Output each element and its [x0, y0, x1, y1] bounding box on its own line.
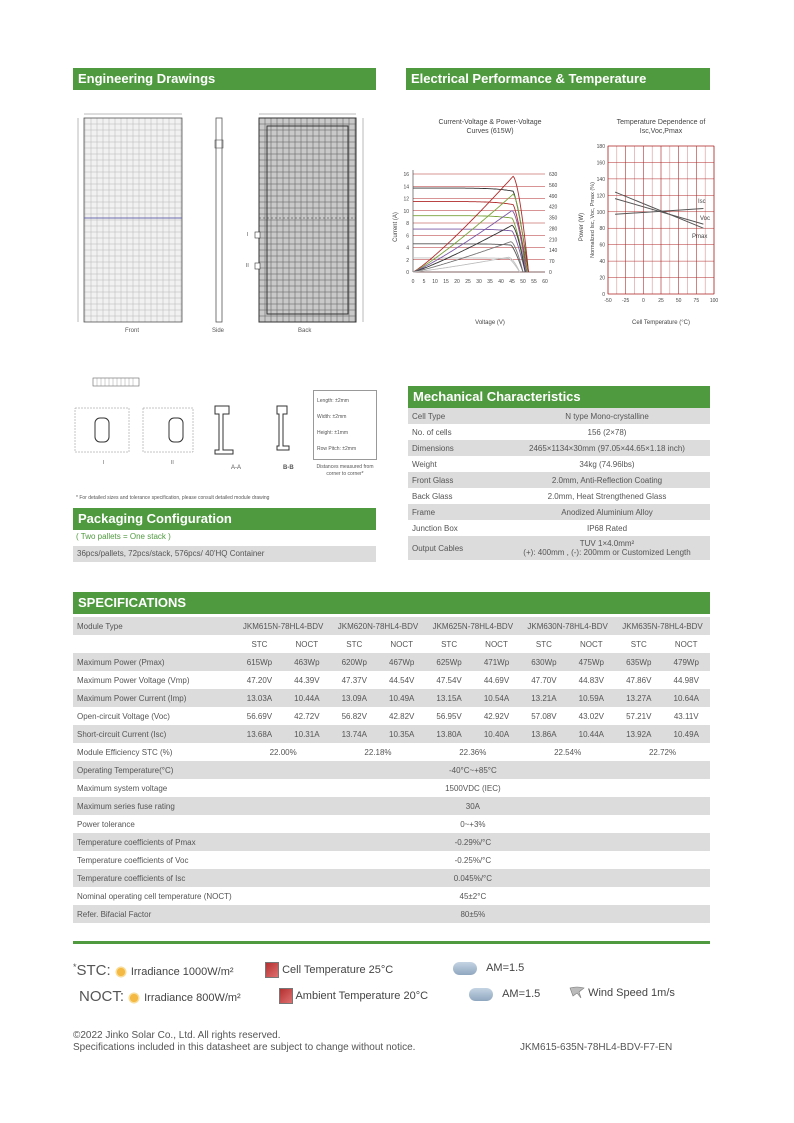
mechanical-row	[408, 440, 710, 456]
section-aa-label: A-A	[231, 465, 242, 471]
spec-value: 43.02V	[578, 711, 605, 721]
noct-ambient-temp: Ambient Temperature 20°C	[295, 989, 429, 1002]
spec-value: 13.92A	[615, 725, 662, 743]
packaging-note: ( Two pallets = One stack )	[76, 532, 171, 541]
specifications-header: SPECIFICATIONS	[73, 592, 710, 614]
spec-value: 13.15A	[425, 689, 472, 707]
mechanical-key: Weight	[412, 459, 437, 469]
spec-label: Refer. Bifacial Factor	[73, 905, 236, 923]
spec-label: Maximum series fuse rating	[73, 797, 236, 815]
spec-row	[73, 761, 710, 779]
stc-header: STC	[251, 639, 268, 649]
engineering-drawings-header: Engineering Drawings	[73, 68, 376, 90]
pv-curve-4	[413, 242, 523, 272]
iv-x-tick: 10	[432, 279, 438, 285]
iv-ylabel-right: Power (W)	[579, 212, 585, 242]
back-label: Back	[298, 328, 312, 334]
spec-value: 56.69V	[246, 711, 273, 721]
mechanical-row	[408, 520, 710, 536]
sun-icon	[127, 991, 141, 1005]
spec-value: 44.83V	[578, 675, 605, 685]
side-view	[215, 118, 223, 322]
spec-label: Temperature coefficients of Voc	[77, 855, 189, 865]
specifications-table	[73, 617, 710, 923]
spec-value: 10.35A	[378, 725, 425, 743]
mechanical-key: Junction Box	[412, 523, 458, 533]
temp-y-tick: 0	[602, 292, 605, 298]
noct-header: NOCT	[674, 639, 698, 649]
spec-value: 463Wp	[283, 653, 330, 671]
iv-y-tick: 2	[406, 257, 409, 264]
spec-row	[73, 617, 710, 635]
noct-header: NOCT	[485, 639, 508, 649]
iv-y-tick: 12	[403, 196, 409, 203]
disclaimer: Specifications included in this datasheet are subject to change without notice.	[73, 1042, 416, 1053]
spec-value: 22.54%	[554, 747, 582, 757]
model-name: JKM630N-78HL4-BDV	[520, 617, 615, 635]
mechanical-value: 34kg (74.96lbs)	[579, 459, 635, 469]
spec-value: 10.59A	[568, 689, 615, 707]
iv-x-tick: 30	[476, 279, 482, 285]
spec-value: 47.20V	[246, 675, 273, 685]
iv-y-tick: 14	[403, 184, 409, 191]
temp-x-tick: 75	[693, 298, 700, 304]
specifications-divider	[73, 941, 710, 944]
detail-i-marker: I	[247, 232, 249, 238]
spec-label: Nominal operating cell temperature (NOCT)	[77, 891, 232, 901]
spec-row	[73, 833, 710, 851]
model-name: JKM625N-78HL4-BDV	[425, 617, 520, 635]
mechanical-key: Output Cables	[408, 536, 504, 560]
iv-xlabel: Voltage (V)	[475, 320, 505, 326]
noct-wind-speed: Wind Speed 1m/s	[588, 986, 675, 999]
spec-value: 80±5%	[236, 905, 710, 923]
spec-value: 620Wp	[331, 653, 378, 671]
mechanical-key: Front Glass	[408, 472, 504, 488]
temp-y-tick: 20	[599, 275, 605, 282]
spec-row	[73, 653, 710, 671]
iv-ylabel-left: Current (A)	[393, 212, 399, 242]
mechanical-value: 2.0mm, Anti-Reflection Coating	[504, 472, 710, 488]
spec-value: 630Wp	[520, 653, 567, 671]
temp-y-tick: 100	[596, 209, 605, 216]
spec-value: 42.82V	[389, 711, 415, 721]
back-view	[255, 114, 363, 322]
stc-header: STC	[630, 639, 647, 649]
mechanical-row	[408, 536, 710, 560]
electrical-performance-header: Electrical Performance & Temperature Dependence	[406, 68, 710, 90]
spec-value: 44.98V	[673, 675, 699, 685]
temp-ylabel: Normalized Isc, Voc, Pmax (%)	[590, 182, 596, 258]
temp-chart-title-2: Isc,Voc,Pmax	[639, 128, 683, 135]
cloud-icon	[453, 962, 477, 975]
iv-y-tick: 8	[406, 221, 409, 227]
module-type-label: Module Type	[73, 617, 236, 635]
iv-x-tick: 45	[509, 279, 515, 285]
packaging-line: 36pcs/pallets, 72pcs/stack, 576pcs/ 40'HQ Container	[73, 546, 376, 562]
stc-header: STC	[535, 639, 552, 649]
spec-value: 57.08V	[531, 711, 557, 721]
spec-value: 13.74A	[331, 725, 378, 743]
mechanical-key: Back Glass	[412, 491, 453, 501]
spec-value: 10.44A	[568, 725, 615, 743]
spec-value: 44.54V	[389, 675, 415, 685]
front-view	[78, 114, 182, 322]
spec-value: 1500VDC (IEC)	[445, 783, 501, 793]
detail-i-label: I	[103, 460, 105, 466]
iv-y2-tick: 630	[549, 172, 558, 178]
spec-value: 13.09A	[331, 689, 378, 707]
spec-value: 479Wp	[662, 653, 710, 671]
wind-icon	[569, 986, 585, 1000]
iv-x-tick: 0	[411, 279, 415, 285]
copyright: ©2022 Jinko Solar Co., Ltd. All rights reserved.	[73, 1030, 281, 1041]
thermometer-icon	[265, 962, 279, 978]
spec-value: 13.68A	[236, 725, 283, 743]
side-label: Side	[212, 328, 225, 334]
spec-label: Operating Temperature(°C)	[73, 761, 236, 779]
iv-y2-tick: 210	[549, 237, 558, 244]
iv-y2-tick: 280	[549, 226, 558, 233]
spec-value: 625Wp	[425, 653, 472, 671]
spec-value: 22.36%	[459, 747, 487, 757]
spec-value: 44.39V	[294, 675, 320, 685]
detail-drawings	[73, 372, 313, 482]
stc-irradiance: Irradiance 1000W/m²	[130, 966, 234, 978]
spec-value: 13.27A	[615, 689, 662, 707]
temp-y-tick: 160	[596, 160, 605, 167]
spec-value: -40°C~+85°C	[236, 761, 710, 779]
spec-row	[73, 725, 710, 743]
spec-label: Open-circuit Voltage (Voc)	[77, 711, 170, 721]
spec-value: 10.40A	[473, 725, 520, 743]
noct-label: NOCT:	[79, 988, 124, 1005]
spec-value: 56.82V	[341, 711, 367, 721]
spec-label: Power tolerance	[77, 819, 135, 829]
iv-x-tick: 15	[443, 279, 449, 285]
noct-header: NOCT	[580, 639, 603, 649]
spec-value: 30A	[236, 797, 710, 815]
spec-label: Maximum Power (Pmax)	[73, 653, 236, 671]
spec-value: 43.11V	[673, 711, 699, 721]
mechanical-table	[408, 408, 710, 560]
spec-value: 47.37V	[341, 675, 367, 685]
pv-curve-2	[413, 211, 526, 272]
mechanical-row	[408, 488, 710, 504]
spec-value: -0.29%/°C	[236, 833, 710, 851]
iv-x-tick: 55	[531, 279, 537, 285]
temp-y-tick: 180	[596, 144, 605, 150]
spec-value: 13.86A	[520, 725, 567, 743]
temp-x-tick: 50	[675, 298, 682, 304]
iv-x-tick: 35	[487, 279, 493, 285]
noct-header: NOCT	[295, 639, 319, 649]
mechanical-value: 2.0mm, Heat Strengthened Glass	[547, 491, 667, 501]
spec-value: 56.95V	[436, 711, 462, 721]
engineering-drawing	[73, 100, 376, 340]
mechanical-value	[504, 536, 710, 560]
iv-y-tick: 10	[403, 208, 409, 215]
temp-x-tick: 25	[658, 298, 664, 304]
spec-value: 42.72V	[294, 711, 320, 721]
spec-row	[73, 671, 710, 689]
tolerance-length: Length: ±2mm	[317, 398, 349, 404]
spec-value: 22.18%	[364, 747, 392, 757]
iv-pv-chart	[385, 112, 585, 332]
spec-value: 10.64A	[662, 689, 710, 707]
spec-value: 10.31A	[283, 725, 330, 743]
mechanical-key: Cell Type	[408, 408, 504, 424]
spec-row	[73, 869, 710, 887]
iv-y2-tick: 140	[549, 248, 558, 255]
iv-x-tick: 5	[422, 279, 426, 285]
spec-value: 42.92V	[483, 711, 510, 721]
iv-y2-tick: 0	[549, 270, 552, 276]
temp-y-tick: 140	[596, 176, 605, 183]
spec-label: Short-circuit Current (Isc)	[73, 725, 236, 743]
iv-chart-title-2: Curves (615W)	[466, 128, 514, 135]
temp-series-label: Voc	[700, 216, 711, 222]
temp-xlabel: Cell Temperature (°C)	[632, 320, 690, 326]
iv-y2-tick: 350	[549, 215, 558, 222]
iv-y2-tick: 420	[549, 204, 558, 211]
spec-value: 0~+3%	[460, 819, 486, 829]
spec-value: 57.21V	[626, 711, 652, 721]
drawing-footnote: * For detailed sizes and tolerance specification, please consult detailed module drawing	[76, 495, 270, 501]
spec-label: Maximum system voltage	[77, 783, 168, 793]
temp-y-tick: 120	[596, 193, 605, 200]
spec-value: 635Wp	[615, 653, 662, 671]
detail-ii-marker: II	[246, 263, 249, 269]
iv-x-tick: 40	[498, 279, 504, 285]
spec-row	[73, 887, 710, 905]
distance-note: Distances measured from corner to corner*	[316, 464, 374, 477]
spec-value: 13.03A	[236, 689, 283, 707]
spec-value: 475Wp	[568, 653, 615, 671]
temp-y-tick: 80	[599, 226, 605, 233]
iv-x-tick: 25	[465, 279, 471, 285]
sun-icon	[114, 965, 128, 979]
temp-x-tick: 100	[709, 298, 719, 304]
packaging-header: Packaging Configuration	[73, 508, 376, 530]
model-name: JKM620N-78HL4-BDV	[331, 617, 426, 635]
spec-value: 10.54A	[473, 689, 520, 707]
tolerance-row-pitch: Row Pitch: ±2mm	[317, 446, 357, 452]
mechanical-row	[408, 472, 710, 488]
temp-y-tick: 60	[599, 242, 605, 249]
spec-value: 22.00%	[269, 747, 297, 757]
temp-series-label: Isc	[698, 199, 706, 205]
stc-am: AM=1.5	[486, 962, 525, 975]
thermometer-icon	[279, 988, 293, 1004]
temperature-chart	[586, 112, 719, 332]
mechanical-row	[408, 504, 710, 520]
spec-value: 47.86V	[626, 675, 652, 685]
iv-x-tick: 20	[454, 279, 460, 285]
pv-curve-1	[413, 194, 527, 272]
noct-header: NOCT	[390, 639, 414, 649]
tolerance-width: Width: ±2mm	[317, 414, 347, 420]
spec-label: Maximum Power Voltage (Vmp)	[77, 675, 190, 685]
section-bb-label: B-B	[283, 465, 294, 471]
mechanical-value: Anodized Aluminium Alloy	[504, 504, 710, 520]
iv-y2-tick: 70	[549, 259, 555, 266]
spec-value: 44.69V	[483, 675, 510, 685]
stc-cell-temp: Cell Temperature 25°C	[282, 963, 394, 976]
iv-x-tick: 60	[542, 279, 548, 285]
stc-label: STC:	[76, 962, 111, 979]
spec-value: 467Wp	[378, 653, 425, 671]
temp-series-pmax	[615, 192, 703, 228]
spec-label: Maximum Power Current (Imp)	[73, 689, 236, 707]
mechanical-value: N type Mono-crystalline	[504, 408, 710, 424]
mechanical-key: Frame	[408, 504, 504, 520]
iv-y-tick: 6	[406, 233, 409, 240]
temp-x-tick: -50	[604, 298, 612, 304]
tolerance-height: Height: ±1mm	[317, 430, 349, 436]
spec-row	[73, 635, 710, 653]
mechanical-row	[408, 408, 710, 424]
spec-value: 13.80A	[425, 725, 472, 743]
tolerance-box	[313, 390, 377, 478]
temp-x-tick: 0	[641, 298, 645, 304]
iv-y2-tick: 560	[549, 182, 558, 189]
spec-row	[73, 815, 710, 833]
mechanical-row	[408, 424, 710, 440]
spec-value: -0.25%/°C	[454, 855, 492, 865]
spec-row	[73, 707, 710, 725]
temp-series-label: Pmax	[692, 234, 708, 240]
spec-row	[73, 851, 710, 869]
cloud-icon	[469, 988, 493, 1001]
model-name: JKM615N-78HL4-BDV	[236, 617, 331, 635]
spec-row	[73, 689, 710, 707]
temp-chart-title-1: Temperature Dependence of	[616, 119, 706, 126]
spec-row	[73, 905, 710, 923]
iv-y2-tick: 490	[549, 193, 558, 200]
stc-star: *	[73, 962, 77, 972]
spec-value: 45±2°C	[459, 891, 487, 901]
mechanical-key: Dimensions	[408, 440, 504, 456]
spec-row	[73, 797, 710, 815]
iv-y-tick: 16	[403, 172, 409, 178]
mechanical-value-line-1: TUV 1×4.0mm²	[579, 539, 635, 548]
iv-x-tick: 50	[520, 279, 526, 285]
spec-value: 47.70V	[531, 675, 557, 685]
mechanical-value-line-2: (+): 400mm , (-): 200mm or Customized Length	[523, 548, 691, 557]
spec-label: Temperature coefficients of Isc	[73, 869, 236, 887]
stc-header: STC	[441, 639, 458, 649]
iv-y-tick: 4	[406, 245, 409, 252]
stc-header: STC	[346, 639, 363, 649]
spec-row	[73, 743, 710, 761]
mechanical-header: Mechanical Characteristics	[408, 386, 710, 408]
spec-value: 13.21A	[520, 689, 567, 707]
document-code: JKM615-635N-78HL4-BDV-F7-EN	[520, 1042, 673, 1053]
iv-chart-title-1: Current-Voltage & Power-Voltage	[438, 119, 542, 126]
mechanical-key: No. of cells	[412, 427, 452, 437]
spec-blank	[73, 635, 236, 653]
spec-label: Module Efficiency STC (%)	[77, 747, 173, 757]
noct-am: AM=1.5	[502, 988, 541, 1001]
spec-value: 10.49A	[662, 725, 710, 743]
spec-value: 22.72%	[648, 747, 677, 757]
spec-value: 471Wp	[473, 653, 520, 671]
front-label: Front	[125, 328, 140, 334]
mechanical-value: 156 (2×78)	[587, 427, 627, 437]
spec-value: 10.49A	[378, 689, 425, 707]
spec-value: 615Wp	[236, 653, 283, 671]
spec-row	[73, 779, 710, 797]
spec-label: Temperature coefficients of Pmax	[73, 833, 236, 851]
temp-y-tick: 40	[599, 259, 605, 266]
model-name: JKM635N-78HL4-BDV	[615, 617, 710, 635]
mechanical-value: 2465×1134×30mm (97.05×44.65×1.18 inch)	[504, 440, 710, 456]
spec-value: 0.045%/°C	[236, 869, 710, 887]
mechanical-value: IP68 Rated	[586, 523, 628, 533]
noct-irradiance: Irradiance 800W/m²	[144, 992, 241, 1004]
temp-x-tick: -25	[622, 298, 630, 304]
mechanical-row	[408, 456, 710, 472]
temp-series-voc	[615, 199, 703, 224]
spec-value: 10.44A	[283, 689, 330, 707]
iv-y-tick: 0	[406, 270, 409, 276]
spec-value: 47.54V	[436, 675, 462, 685]
detail-ii-label: II	[171, 460, 174, 466]
